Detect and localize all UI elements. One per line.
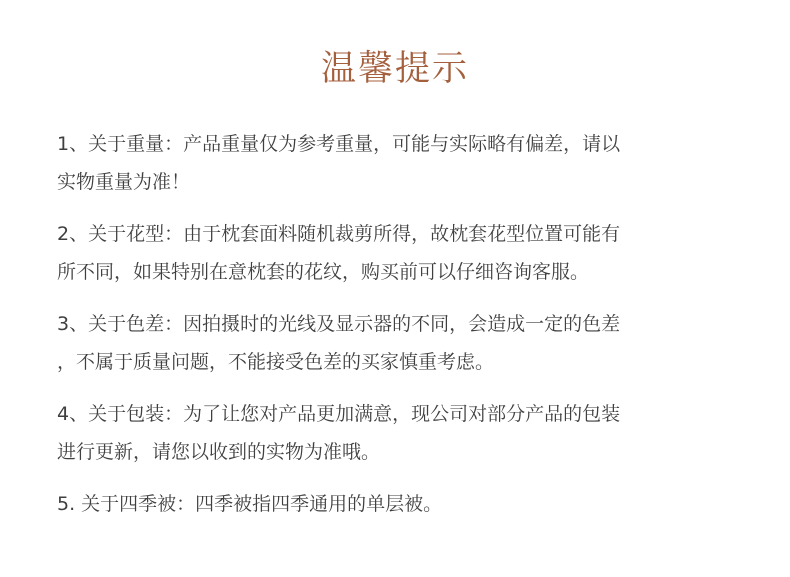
note-line: 进行更新，请您以收到的实物为准哦。: [57, 441, 381, 463]
note-line: 5. 关于四季被：四季被指四季通用的单层被。: [57, 493, 443, 515]
note-line: 3、关于色差：因拍摄时的光线及显示器的不同，会造成一定的色差: [57, 313, 621, 335]
note-item-1: [57, 125, 747, 201]
note-item-5: [57, 485, 747, 523]
note-item-2: [57, 215, 747, 291]
note-line: 实物重量为准！: [57, 171, 191, 193]
note-line: 2、关于花型：由于枕套面料随机裁剪所得，故枕套花型位置可能有: [57, 223, 621, 245]
page-title: 温馨提示: [320, 49, 469, 89]
note-line: ，不属于质量问题，不能接受色差的买家慎重考虑。: [57, 351, 495, 373]
note-item-4: [57, 395, 747, 471]
notes-list: [57, 125, 747, 537]
note-line: 4、关于包装：为了让您对产品更加满意，现公司对部分产品的包装: [57, 403, 621, 425]
note-line: 所不同，如果特别在意枕套的花纹，购买前可以仔细咨询客服。: [57, 261, 590, 283]
note-line: 1、关于重量：产品重量仅为参考重量，可能与实际略有偏差，请以: [57, 133, 621, 155]
note-item-3: [57, 305, 747, 381]
